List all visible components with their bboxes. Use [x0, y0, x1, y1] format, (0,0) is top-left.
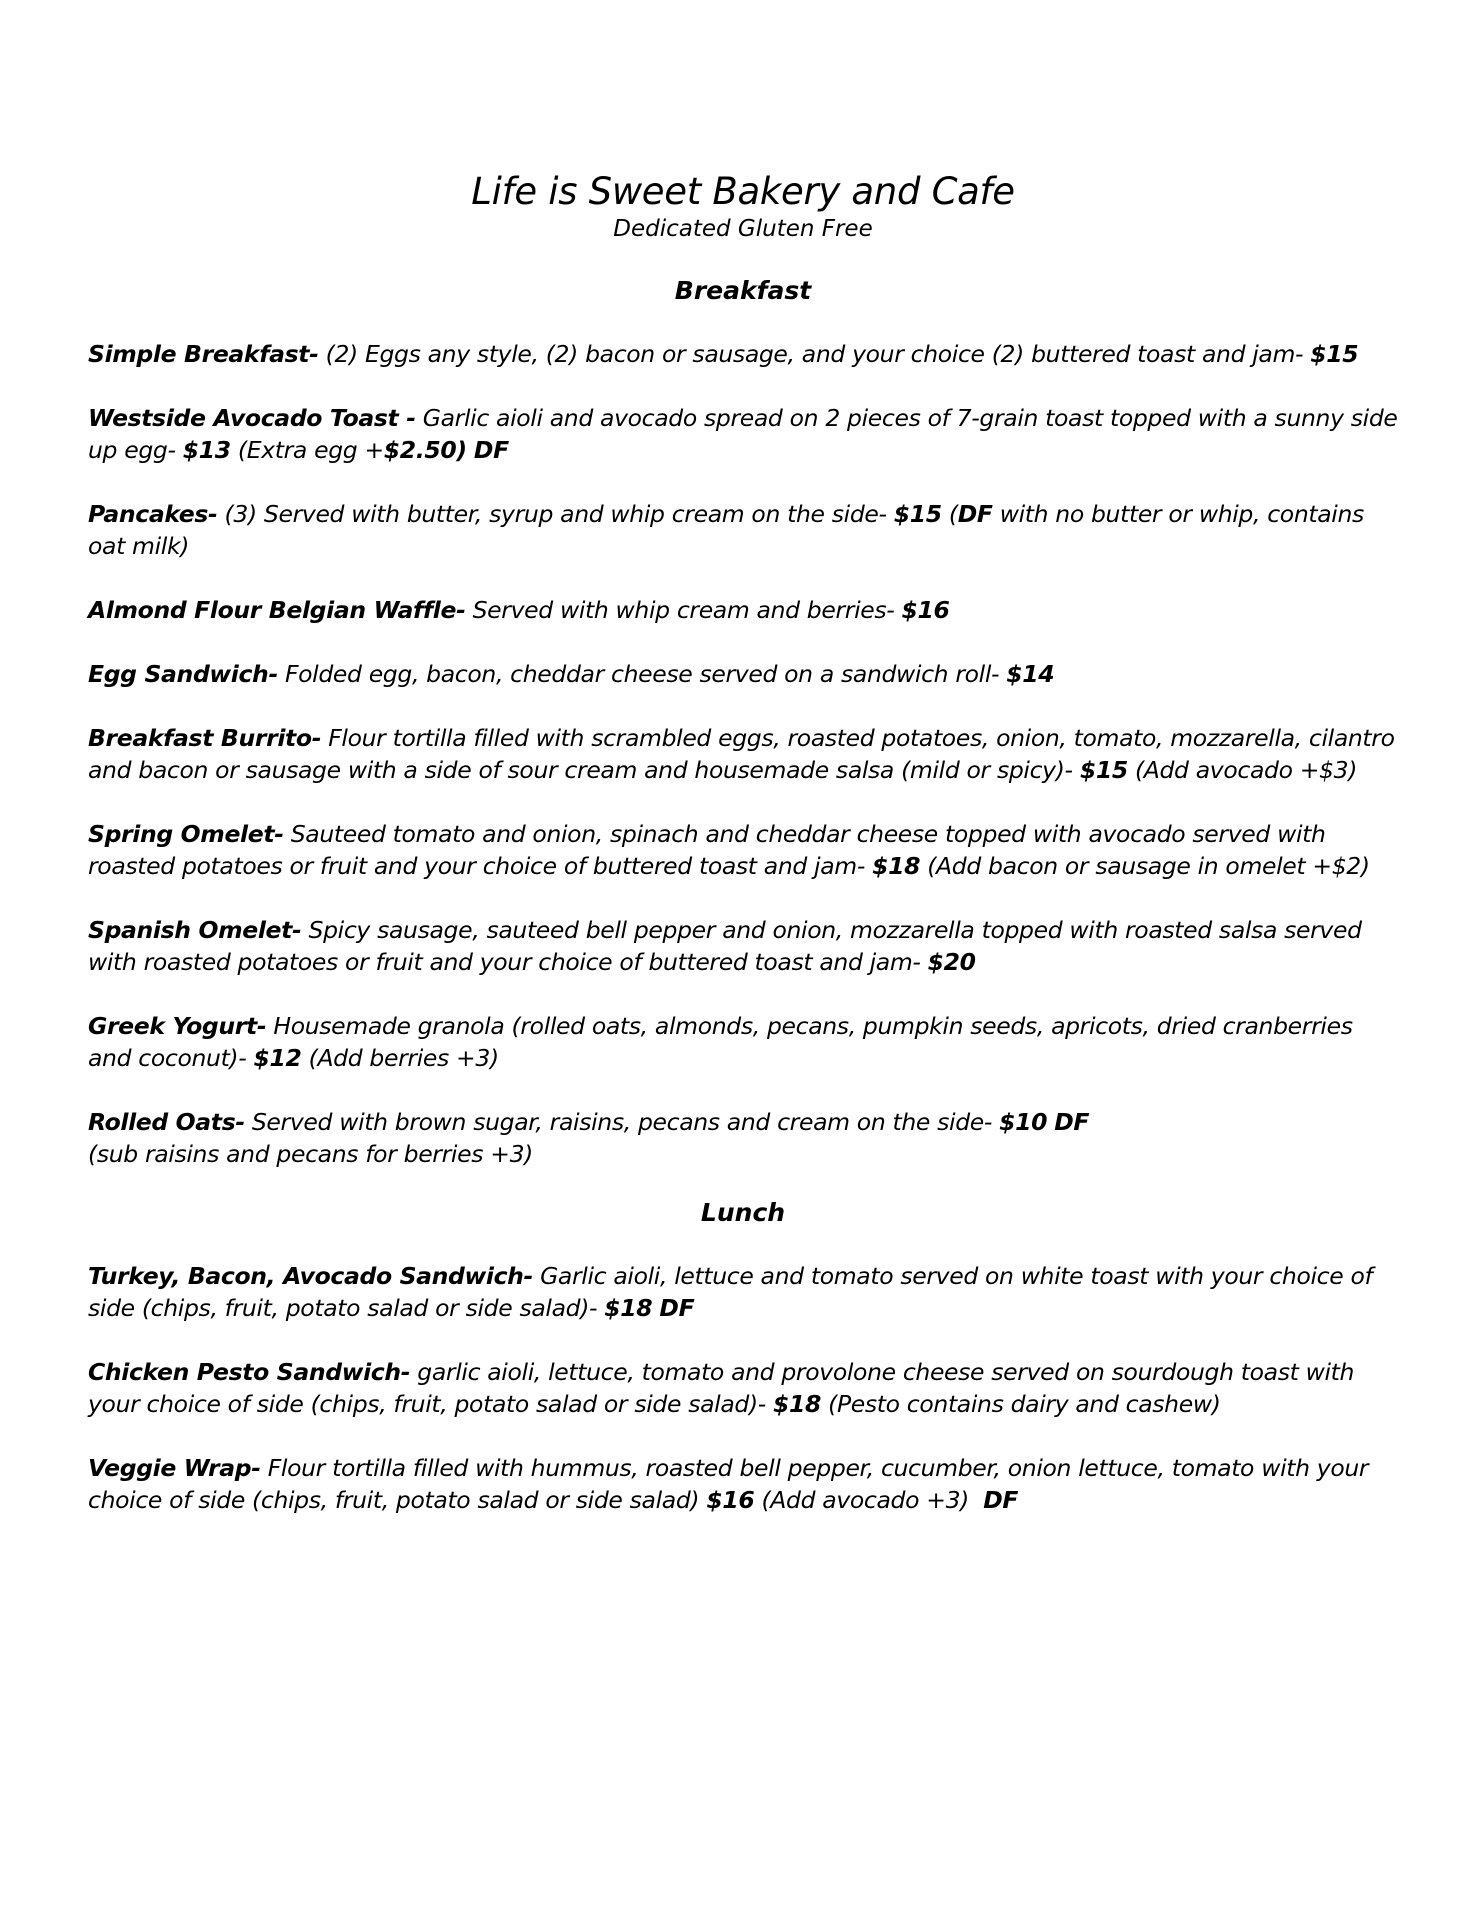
item-name: Simple Breakfast-	[88, 340, 319, 368]
item-price: $15	[1079, 756, 1128, 784]
item-price: $12	[253, 1044, 302, 1072]
item-extra: (Add avocado +$3)	[1127, 756, 1358, 784]
item-extra: (Add bacon or sausage in omelet +$2)	[920, 852, 1370, 880]
menu-item-spanish-omelet	[88, 914, 1398, 978]
item-name: Almond Flour Belgian Waffle-	[88, 596, 466, 624]
item-price: $18	[604, 1294, 653, 1322]
item-note: (sub raisins and pecans for berries +3)	[88, 1140, 533, 1168]
item-description: Served with brown sugar, raisins, pecans and cream on the side-	[244, 1108, 1000, 1136]
item-price: $15	[893, 500, 942, 528]
page-title: Life is Sweet Bakery and Cafe	[471, 170, 1015, 213]
menu-item-almond-flour-waffle	[88, 594, 1398, 626]
item-extra: (Add berries +3)	[301, 1044, 499, 1072]
menu-item-pancakes	[88, 498, 1398, 562]
item-description: (3) Served with butter, syrup and whip cream on the side-	[217, 500, 894, 528]
menu-page	[88, 170, 1398, 1540]
dairy-free-tag: DF	[659, 1294, 695, 1322]
menu-item-simple-breakfast	[88, 338, 1398, 370]
menu-item-westside-avocado-toast	[88, 402, 1398, 466]
item-name: Greek Yogurt-	[88, 1012, 267, 1040]
item-description: garlic aioli, lettuce, tomato and provolone cheese served on sourdough toast with your choice of side (chips, fruit, potato salad or side salad)-	[88, 1358, 1355, 1418]
item-price: $15	[1310, 340, 1359, 368]
item-description: (2) Eggs any style, (2) bacon or sausage, and your choice (2) buttered toast and jam-	[318, 340, 1311, 368]
menu-item-spring-omelet	[88, 818, 1398, 882]
menu-item-turkey-bacon-avocado-sandwich	[88, 1260, 1398, 1324]
dairy-free-tag: DF	[983, 1486, 1019, 1514]
item-description: Folded egg, bacon, cheddar cheese served on a sandwich roll-	[277, 660, 1007, 688]
dairy-free-tag: DF	[473, 436, 509, 464]
menu-item-veggie-wrap	[88, 1452, 1398, 1516]
item-name: Turkey, Bacon, Avocado Sandwich-	[88, 1262, 533, 1290]
menu-item-greek-yogurt	[88, 1010, 1398, 1074]
item-note: with no butter or whip, contains oat milk)	[88, 500, 1364, 560]
item-name: Chicken Pesto Sandwich-	[88, 1358, 411, 1386]
item-description: Sauteed tomato and onion, spinach and cheddar cheese topped with avocado served with roasted potatoes or fruit and your choice of buttered toast and jam-	[88, 820, 1326, 880]
menu-item-egg-sandwich	[88, 658, 1398, 690]
item-price: $18	[773, 1390, 822, 1418]
item-name: Westside Avocado Toast -	[88, 404, 416, 432]
item-paren: (	[941, 500, 958, 528]
item-name: Spanish Omelet-	[88, 916, 302, 944]
item-name: Veggie Wrap-	[88, 1454, 261, 1482]
item-price: $18	[872, 852, 921, 880]
item-extra: (Add avocado +3)	[754, 1486, 984, 1514]
item-price: $20	[927, 948, 976, 976]
item-description: Garlic aioli and avocado spread on 2 pieces of 7-grain toast topped with a sunny side up egg-	[88, 404, 1398, 464]
item-description: Garlic aioli, lettuce and tomato served on white toast with your choice of side (chips, fruit, potato salad or side salad)-	[88, 1262, 1373, 1322]
menu-item-breakfast-burrito	[88, 722, 1398, 786]
item-name: Spring Omelet-	[88, 820, 284, 848]
page-subtitle: Dedicated Gluten Free	[613, 216, 873, 242]
item-description: Housemade granola (rolled oats, almonds, pecans, pumpkin seeds, apricots, dried cranberries and coconut)-	[88, 1012, 1353, 1072]
item-name: Rolled Oats-	[88, 1108, 245, 1136]
item-extra: (Extra egg +	[230, 436, 384, 464]
item-extra: (Pesto contains dairy and cashew)	[821, 1390, 1221, 1418]
item-price: $10	[999, 1108, 1048, 1136]
item-price: $16	[706, 1486, 755, 1514]
dairy-free-tag: DF	[957, 500, 993, 528]
item-name: Breakfast Burrito-	[88, 724, 322, 752]
menu-item-rolled-oats	[88, 1106, 1398, 1170]
item-price: $13	[182, 436, 231, 464]
item-description: Flour tortilla filled with scrambled eggs, roasted potatoes, onion, tomato, mozzarella, cilantro and bacon or sausage with a side of sour cream and housemade salsa (mild or spicy)-	[88, 724, 1395, 784]
item-name: Egg Sandwich-	[88, 660, 278, 688]
dairy-free-tag: DF	[1054, 1108, 1090, 1136]
menu-item-chicken-pesto-sandwich	[88, 1356, 1398, 1420]
item-name: Pancakes-	[88, 500, 218, 528]
item-description: Spicy sausage, sauteed bell pepper and onion, mozzarella topped with roasted salsa served with roasted potatoes or fruit and your choice of buttered toast and jam-	[88, 916, 1362, 976]
lunch-heading: Lunch	[700, 1198, 786, 1227]
item-price: $14	[1006, 660, 1055, 688]
item-extra-price: $2.50)	[383, 436, 467, 464]
item-description: Flour tortilla filled with hummus, roasted bell pepper, cucumber, onion lettuce, tomato with your choice of side (chips, fruit, potato salad or side salad)	[88, 1454, 1369, 1514]
breakfast-heading: Breakfast	[674, 276, 812, 305]
item-price: $16	[901, 596, 950, 624]
item-description: Served with whip cream and berries-	[465, 596, 902, 624]
